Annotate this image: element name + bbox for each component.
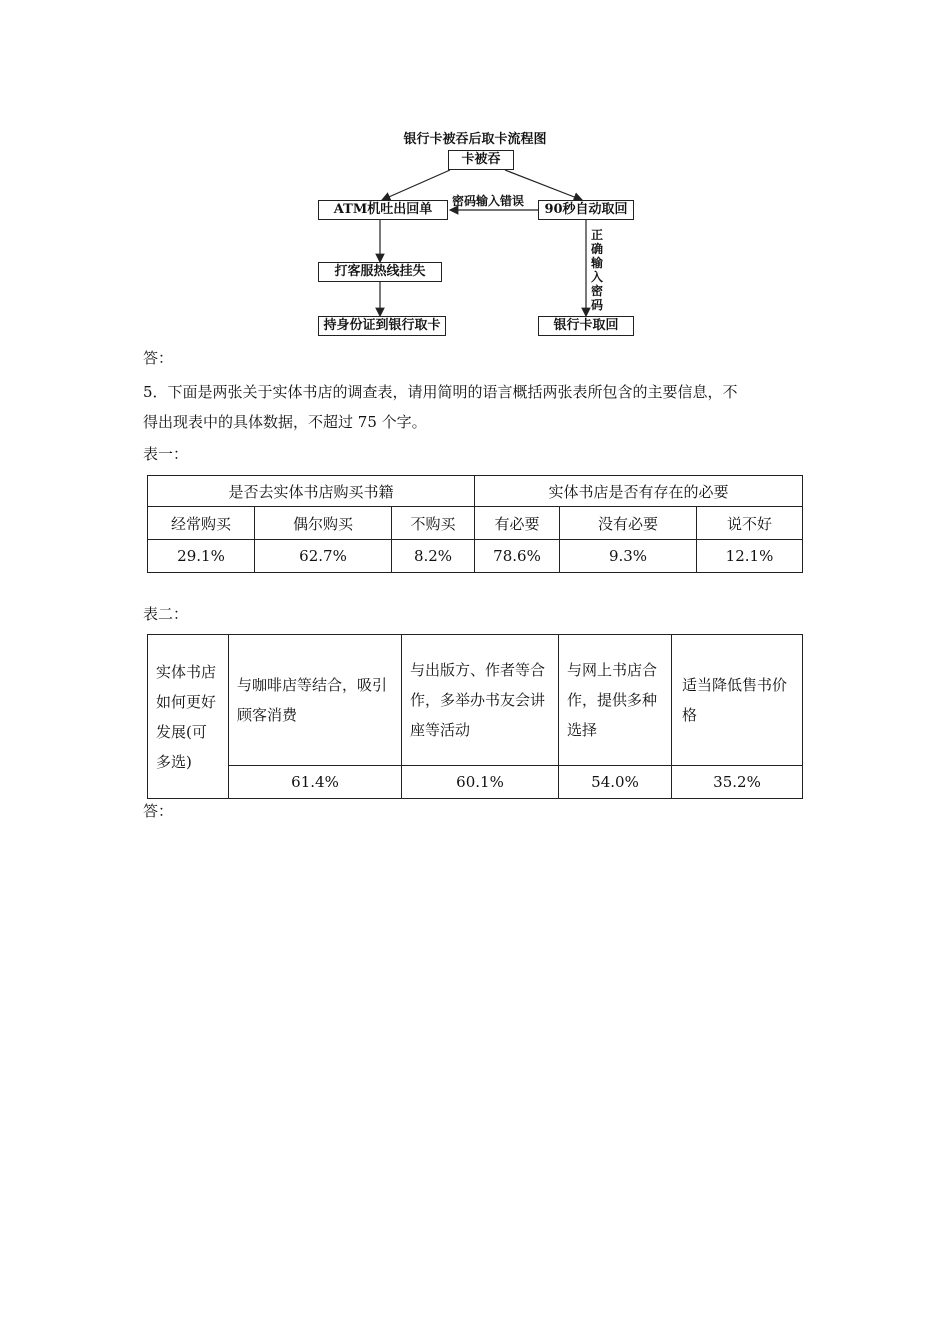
flow-node-auto90: 90秒自动取回 bbox=[538, 200, 634, 220]
table1-header: 说不好 bbox=[697, 507, 803, 540]
flow-edge-correct-password: 正确输入密码 bbox=[590, 228, 603, 312]
flow-node-atm: ATM机吐出回单 bbox=[318, 200, 448, 220]
flow-node-hotline: 打客服热线挂失 bbox=[318, 262, 442, 282]
table1 bbox=[147, 475, 803, 573]
table1-value: 29.1% bbox=[148, 540, 255, 573]
table1-value: 78.6% bbox=[475, 540, 560, 573]
answer-label-1: 答： bbox=[143, 349, 174, 367]
table2-value: 54.0% bbox=[559, 766, 672, 799]
flow-node-start: 卡被吞 bbox=[448, 150, 514, 170]
table1-value: 62.7% bbox=[255, 540, 392, 573]
table2-option: 适当降低售书价格 bbox=[672, 635, 803, 766]
table1-value: 9.3% bbox=[560, 540, 697, 573]
table2-value: 61.4% bbox=[229, 766, 402, 799]
table1-value: 12.1% bbox=[697, 540, 803, 573]
table1-group-necessity: 实体书店是否有存在的必要 bbox=[475, 476, 803, 507]
table1-value: 8.2% bbox=[392, 540, 475, 573]
flowchart-arrows bbox=[0, 0, 950, 360]
table1-header: 偶尔购买 bbox=[255, 507, 392, 540]
answer-label-2: 答： bbox=[143, 802, 174, 820]
table2-option: 与网上书店合作，提供多种选择 bbox=[559, 635, 672, 766]
table2-option: 与出版方、作者等合作，多举办书友会讲座等活动 bbox=[402, 635, 559, 766]
table1-caption: 表一： bbox=[143, 445, 189, 463]
table2 bbox=[147, 634, 803, 799]
table2-value: 60.1% bbox=[402, 766, 559, 799]
table1-header: 有必要 bbox=[475, 507, 560, 540]
table2-value: 35.2% bbox=[672, 766, 803, 799]
table2-row-header: 实体书店如何更好发展(可多选) bbox=[148, 635, 229, 799]
table2-caption: 表二： bbox=[143, 605, 189, 623]
table1-header: 不购买 bbox=[392, 507, 475, 540]
question-line-2: 得出现表中的具体数据，不超过 75 个字。 bbox=[143, 413, 427, 431]
question-line-1: 5．下面是两张关于实体书店的调查表，请用简明的语言概括两张表所包含的主要信息，不 bbox=[143, 383, 738, 401]
flow-node-returned: 银行卡取回 bbox=[538, 316, 634, 336]
table1-header: 没有必要 bbox=[560, 507, 697, 540]
table1-header: 经常购买 bbox=[148, 507, 255, 540]
flow-node-idcard: 持身份证到银行取卡 bbox=[318, 316, 446, 336]
flowchart-title: 银行卡被吞后取卡流程图 bbox=[403, 132, 547, 147]
table2-option: 与咖啡店等结合，吸引顾客消费 bbox=[229, 635, 402, 766]
flow-edge-wrong-password: 密码输入错误 bbox=[452, 194, 525, 208]
table1-group-purchase: 是否去实体书店购买书籍 bbox=[148, 476, 475, 507]
